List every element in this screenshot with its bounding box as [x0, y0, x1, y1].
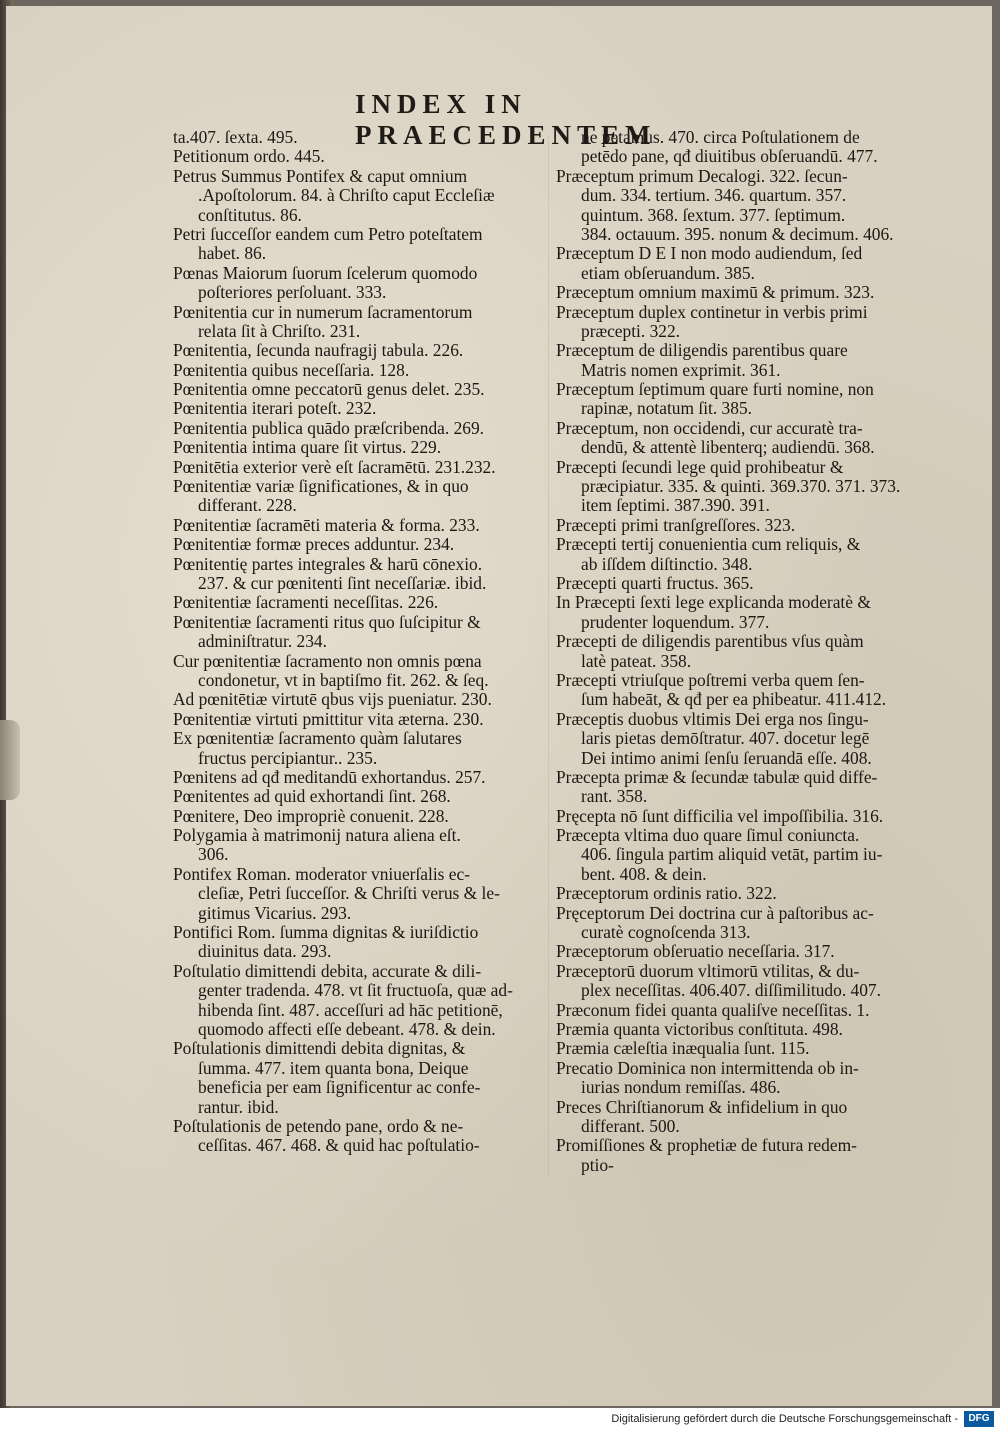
index-entry-line: laris pietas demōſtratur. 407. docetur legē	[581, 728, 870, 749]
index-entry-line: Præcepti primi tranſgreſſores. 323.	[556, 514, 796, 535]
index-entry-line: Cur pœnitentiæ ſacramento non omnis pœna	[173, 650, 482, 671]
index-entry-line: Pœnitere, Deo impropriè conuenit. 228.	[173, 805, 449, 826]
index-entry-line: condonetur, vt in baptiſmo fit. 262. & ſeq.	[198, 669, 489, 690]
index-entry-line: prudenter loquendum. 377.	[581, 611, 770, 632]
index-entry-line: Pœnitentia omne peccatorū genus delet. 235.	[173, 379, 485, 400]
index-entry-line: Præceptorum ordinis ratio. 322.	[556, 883, 777, 904]
index-entry-line: Polygamia à matrimonij natura aliena eſt.	[173, 825, 461, 846]
index-entry-line: præcepti. 322.	[581, 320, 681, 341]
index-entry-line: 406. ſingula partim aliquid vetāt, partim iu-	[581, 844, 883, 865]
index-entry-line: gitimus Vicarius. 293.	[198, 902, 352, 923]
index-entry-line: Poſtulationis dimittendi debita dignitas, &	[173, 1038, 466, 1059]
index-entry-line: fructus percipiantur.. 235.	[198, 747, 378, 768]
index-entry-line: Ad pœnitētiæ virtutē qbus vijs pueniatur. 230.	[173, 689, 492, 710]
index-entry-line: differant. 500.	[581, 1115, 680, 1136]
index-entry-line: rant. 358.	[581, 786, 648, 807]
index-entry-line: Pœnitentia, ſecunda naufragij tabula. 226.	[173, 340, 464, 361]
index-entry-line: Pœnas Maiorum ſuorum ſcelerum quomodo	[173, 262, 478, 283]
index-entry-line: ptio-	[581, 1154, 614, 1175]
index-entry-line: iurias nondum remiſſas. 486.	[581, 1077, 781, 1098]
index-entry-line: cleſiæ, Petri ſucceſſor. & Chriſti verus & le-	[198, 883, 500, 904]
index-entry-line: Pœnitentia quibus neceſſaria. 128.	[173, 359, 410, 380]
index-entry-line: Præceptorum obſeruatio neceſſaria. 317.	[556, 941, 835, 962]
index-entry-line: quintum. 368. ſextum. 377. ſeptimum.	[581, 204, 846, 225]
index-entry-line: Petitionum ordo. 445.	[173, 146, 325, 167]
index-entry-line: Præceptum duplex continetur in verbis primi	[556, 301, 868, 322]
index-entry-line: Ex pœnitentiæ ſacramento quàm ſalutares	[173, 728, 462, 749]
index-entry-line: Pœnitens ad qđ meditandū exhortandus. 257.	[173, 766, 486, 787]
index-entry-line: Præcepta vltima duo quare ſimul coniuncta.	[556, 825, 860, 846]
index-entry-line: Præceptum de diligendis parentibus quare	[556, 340, 848, 361]
index-entry-line: .Apoſtolorum. 84. à Chriſto caput Eccleſiæ	[198, 185, 495, 206]
index-entry-line: Pœnitentiæ ſacramenti ritus quo ſuſcipitur &	[173, 611, 481, 632]
index-entry-line: Pœnitentia cur in numerum ſacramentorum	[173, 301, 473, 322]
index-entry-line: rantur. ibid.	[198, 1096, 279, 1117]
index-entry-line: Pœnitentia publica quādo præſcribenda. 269.	[173, 417, 485, 438]
index-entry-line: ceſſitas. 467. 468. & quid hac poſtulatio-	[198, 1135, 480, 1156]
index-entry-line: Præceptis duobus vltimis Dei erga nos ſingu-	[556, 708, 869, 729]
index-entry-line: Pœnitentiæ variæ ſignificationes, & in quo	[173, 476, 469, 497]
digitization-footer	[0, 1408, 1000, 1433]
index-entry-line: ne petamus. 470. circa Poſtulationem de	[581, 127, 860, 147]
index-entry-line: Præcepti quarti fructus. 365.	[556, 572, 754, 593]
index-entry-line: 237. & cur pœnitenti ſint neceſſariæ. ibid.	[198, 572, 487, 593]
column-divider	[548, 135, 549, 1175]
index-entry-line: Præceptum omnium maximū & primum. 323.	[556, 282, 875, 303]
index-entry-line: bent. 408. & dein.	[581, 863, 707, 884]
index-entry-line: Præceptum ſeptimum quare furti nomine, non	[556, 379, 874, 400]
index-entry-line: latè pateat. 358.	[581, 650, 692, 671]
index-entry-line: ſum habeāt, & qđ per ea phibeatur. 411.412.	[581, 689, 887, 710]
index-entry-line: In Præcepti ſexti lege explicanda moderatè &	[556, 592, 871, 613]
index-entry-line: petēdo pane, qđ diuitibus obſeruandū. 477.	[581, 146, 878, 167]
index-entry-line: dendū, & attentè libenterq; audiendū. 368.	[581, 437, 875, 458]
index-entry-line: Pręceptorum Dei doctrina cur à paſtoribus ac-	[556, 902, 874, 923]
index-entry-line: Precatio Dominica non intermittenda ob in-	[556, 1057, 859, 1078]
index-entry-line: diuinitus data. 293.	[198, 941, 332, 962]
footer-credit-text: Digitalisierung gefördert durch die Deutsche Forschungsgemeinschaft -	[611, 1413, 958, 1425]
index-entry-line: ab iſſdem diſtinctio. 348.	[581, 553, 753, 574]
index-entry-line: Pręcepta nō ſunt difficilia vel impoſſibilia. 316.	[556, 805, 884, 826]
index-entry-line: Matris nomen exprimit. 361.	[581, 359, 781, 380]
index-entry-line: 306.	[198, 844, 229, 865]
index-entry-line: Præceptorū duorum vltimorū vtilitas, & du-	[556, 960, 860, 981]
index-entry-line: genter tradenda. 478. vt ſit fructuoſa, quæ ad-	[198, 980, 513, 1001]
index-entry-line: Petrus Summus Pontifex & caput omnium	[173, 165, 468, 186]
index-entry-line: Promiſſiones & prophetiæ de futura redem-	[556, 1135, 857, 1156]
index-entry-line: Poſtulatio dimittendi debita, accurate & dili-	[173, 960, 482, 981]
index-entry-line: Preces Chriſtianorum & infidelium in quo	[556, 1096, 848, 1117]
index-entry-line: Pœnitentię partes integrales & harū cōnexio.	[173, 553, 483, 574]
spine-band	[0, 720, 20, 800]
index-entry-line: conſtitutus. 86.	[198, 204, 302, 225]
index-entry-line: Petri ſucceſſor eandem cum Petro poteſtatem	[173, 223, 483, 244]
index-entry-line: Pœnitentiæ ſacramenti neceſſitas. 226.	[173, 592, 439, 613]
index-entry-line: ſumma. 477. item quanta bona, Deique	[198, 1057, 469, 1078]
index-entry-line: etiam obſeruandum. 385.	[581, 262, 755, 283]
index-entry-line: Pœnitentia intima quare ſit virtus. 229.	[173, 437, 442, 458]
index-entry-line: Præcepti tertij conuenientia cum reliquis, &	[556, 534, 861, 555]
index-entry-line: Pœnitentiæ virtuti pmittitur vita æterna. 230.	[173, 708, 484, 729]
index-entry-line: relata ſit à Chriſto. 231.	[198, 320, 361, 341]
index-entry-line: ta.407. ſexta. 495.	[173, 127, 298, 147]
index-entry-line: Pœnitētia exterior verè eſt ſacramētū. 231.232.	[173, 456, 496, 477]
index-entry-line: 384. octauum. 395. nonum & decimum. 406.	[581, 223, 894, 244]
index-entry-line: Pontifex Roman. moderator vniuerſalis ec-	[173, 863, 471, 884]
index-entry-line: dum. 334. tertium. 346. quartum. 357.	[581, 185, 847, 206]
index-entry-line: Præceptum primum Decalogi. 322. ſecun-	[556, 165, 848, 186]
dfg-logo-icon: DFG	[964, 1411, 994, 1427]
index-entry-line: habet. 86.	[198, 243, 267, 264]
index-column-left	[173, 128, 545, 1156]
index-entry-line: item ſeptimi. 387.390. 391.	[581, 495, 770, 516]
index-entry-line: hibenda ſint. 487. acceſſuri ad hāc petitionē,	[198, 999, 503, 1020]
index-entry-line: Præconum fidei quanta qualiſve neceſſitas. 1.	[556, 999, 870, 1020]
index-entry-line: adminiſtratur. 234.	[198, 631, 327, 652]
page-header: INDEX IN PRAECEDENTEM	[355, 89, 657, 150]
index-entry-line: plex neceſſitas. 406.407. diſſimilitudo. 407.	[581, 980, 881, 1001]
index-entry-line: Poſtulationis de petendo pane, ordo & ne-	[173, 1115, 464, 1136]
index-entry-line: Præceptum D E I non modo audiendum, ſed	[556, 243, 863, 264]
index-entry-line: quomodo affecti eſſe debeant. 478. & dein.	[198, 1018, 496, 1039]
index-entry-line: Pœnitentia iterari poteſt. 232.	[173, 398, 377, 419]
index-entry-line: Præcepti de diligendis parentibus vſus quàm	[556, 631, 864, 652]
index-entry-line: Præceptum, non occidendi, cur accuratè tra-	[556, 417, 863, 438]
index-entry-line: beneficia per eam ſignificentur ac confe-	[198, 1077, 481, 1098]
index-entry-line: rapinæ, notatum ſit. 385.	[581, 398, 752, 419]
index-column-right	[556, 128, 931, 1175]
index-entry-line: Pœnitentiæ ſacramēti materia & forma. 233.	[173, 514, 480, 535]
index-entry-line: poſteriores perſoluant. 333.	[198, 282, 387, 303]
index-entry-line: differant. 228.	[198, 495, 297, 516]
index-entry-line: Pœnitentes ad quid exhortandi ſint. 268.	[173, 786, 451, 807]
index-entry-line: Præcepta primæ & ſecundæ tabulæ quid diffe-	[556, 766, 878, 787]
index-entry-line: præcipiatur. 335. & quinti. 369.370. 371. 373.	[581, 476, 901, 497]
index-entry-line: Præcepti vtriuſque poſtremi verba quem ſen-	[556, 669, 865, 690]
index-entry-line: Præcepti ſecundi lege quid prohibeatur &	[556, 456, 844, 477]
index-entry-line: Præmia quanta victoribus conſtituta. 498.	[556, 1018, 843, 1039]
index-entry-line: Præmia cæleſtia inæqualia ſunt. 115.	[556, 1038, 810, 1059]
index-entry-line: curatè cognoſcenda 313.	[581, 922, 751, 943]
index-entry-line: Dei intimo animi ſenſu ſeruandā eſſe. 408.	[581, 747, 872, 768]
index-entry-line: Pœnitentiæ formæ preces adduntur. 234.	[173, 534, 455, 555]
index-entry-line: Pontifici Rom. ſumma dignitas & iuriſdictio	[173, 922, 479, 943]
